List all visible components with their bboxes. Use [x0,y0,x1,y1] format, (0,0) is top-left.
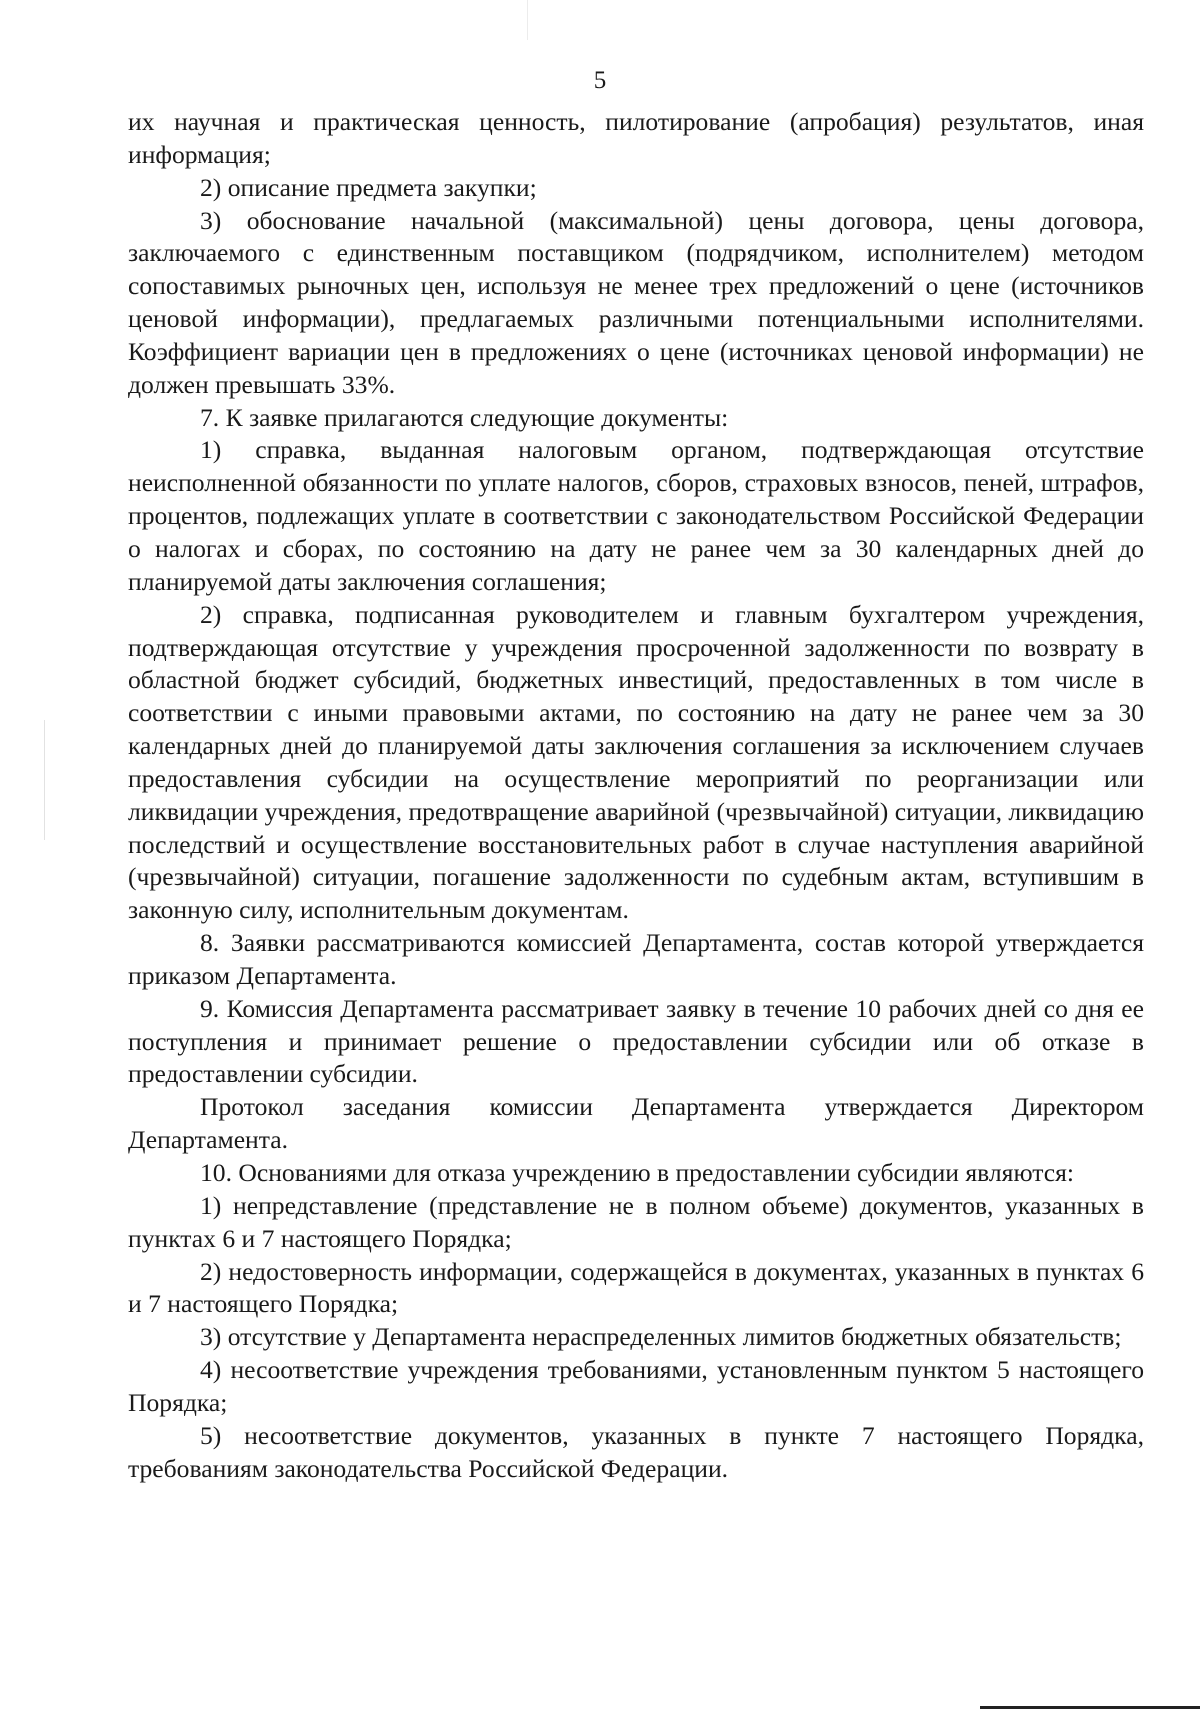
scan-artifact-line [44,720,45,840]
paragraph-protocol: Протокол заседания комиссии Департамента утверждается Директором Департамента. [128,1092,1144,1155]
paragraph-continuation: их научная и практическая ценность, пилотирование (апробация) результатов, иная информация; [128,107,1144,169]
paragraph-item: 1) справка, выданная налоговым органом, подтверждающая отсутствие неисполненной обязанности по уплате налогов, сборов, страховых взносов, пеней, штрафов, процентов, подлежащих уплате в соответствии с законодательством Российской Федерации о налогах и сборах, по состоянию на дату не ранее чем за 30 календарных дней до планируемой даты заключения соглашения; [128,435,1144,596]
page-number: 5 [593,67,607,94]
paragraph-item: 2) справка, подписанная руководителем и главным бухгалтером учреждения, подтверждающая отсутствие у учреждения просроченной задолженности по возврату в областной бюджет субсидий, бюджетных инвестиций, предоставленных в том числе в соответствии с иными правовыми актами, по состоянию на дату не ранее чем за 30 календарных дней до планируемой даты заключения соглашения за исключением случаев предоставления субсидии на осуществление мероприятий по реорганизации или ликвидации учреждения, предотвращение аварийной (чрезвычайной) ситуации, ликвидацию последствий и осуществление восстановительных работ в случае наступления аварийной (чрезвычайной) ситуации, погашение задолженности по судебным актам, вступившим в законную силу, исполнительным документам. [128,599,1144,925]
paragraph-section-9: 9. Комиссия Департамента рассматривает заявку в течение 10 рабочих дней со дня ее поступления и принимает решение о предоставлении субсидии или об отказе в предоставлении субсидии. [128,993,1144,1089]
paragraph-item: 2) недостоверность информации, содержащейся в документах, указанных в пунктах 6 и 7 настоящего Порядка; [128,1256,1144,1319]
paragraph-item: 5) несоответствие документов, указанных в пункте 7 настоящего Порядка, требованиям законодательства Российской Федерации. [128,1420,1144,1483]
paragraph-item: 3) отсутствие у Департамента нераспределенных лимитов бюджетных обязательств; [200,1322,1122,1352]
paragraph-section-10: 10. Основаниями для отказа учреждению в предоставлении субсидии являются: [200,1158,1074,1187]
paragraph-section-7: 7. К заявке прилагаются следующие документы: [200,402,729,432]
paragraph-item: 2) описание предмета закупки; [200,172,537,202]
paragraph-item: 4) несоответствие учреждения требованиями, установленным пунктом 5 настоящего Порядка; [128,1355,1144,1417]
scan-artifact-line [527,0,528,40]
paragraph-section-8: 8. Заявки рассматриваются комиссией Департамента, состав которой утверждается приказом Департамента. [128,928,1144,990]
paragraph-item: 3) обоснование начальной (максимальной) цены договора, цены договора, заключаемого с единственным поставщиком (подрядчиком, исполнителем) методом сопоставимых рыночных цен, используя не менее трех предложений о цене (источников ценовой информации), предлагаемых различными потенциальными исполнителями. Коэффициент вариации цен в предложениях о цене (источниках ценовой информации) не должен превышать 33%. [128,205,1144,399]
paragraph-item: 1) непредставление (представление не в полном объеме) документов, указанных в пунктах 6 и 7 настоящего Порядка; [128,1190,1144,1253]
document-body [128,106,1144,1485]
